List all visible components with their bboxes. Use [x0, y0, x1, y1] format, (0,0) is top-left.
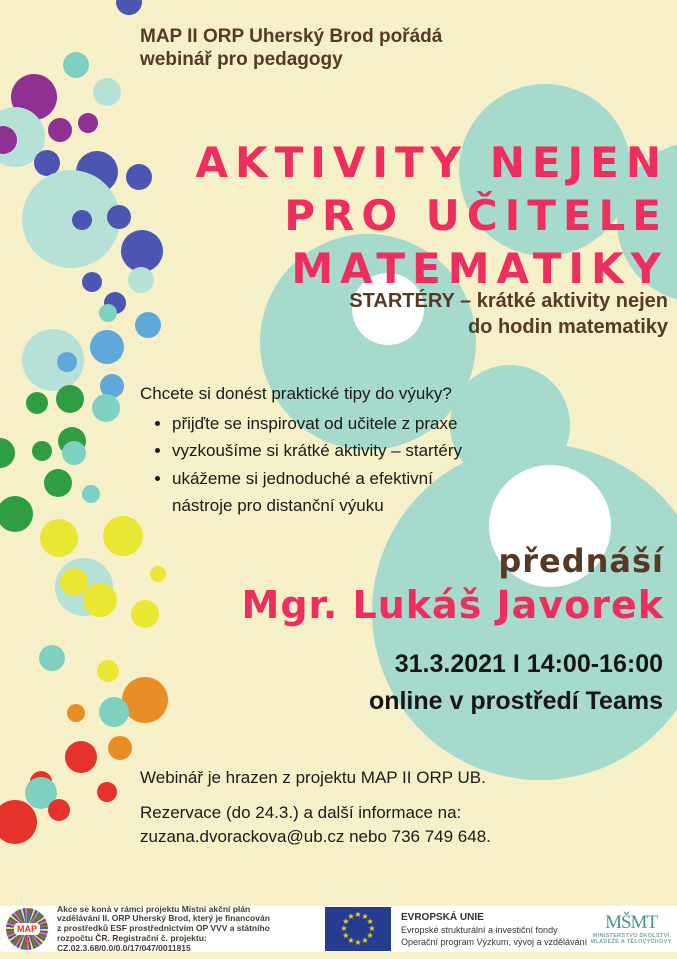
- bullet-item: • ukážeme si jednoduché a efektivní nástroje pro distanční výuku: [172, 465, 488, 520]
- decorative-circle: [97, 782, 117, 802]
- project-line: rozpočtu ČR. Registrační č. projektu:: [57, 932, 207, 943]
- decorative-circle: [83, 583, 117, 617]
- decorative-circle: [150, 566, 166, 582]
- poster-title: [196, 136, 668, 295]
- decorative-circle: [22, 170, 120, 268]
- decorative-circle: [48, 799, 70, 821]
- bullet-item: • přijďte se inspirovat od učitele z praxe: [172, 410, 488, 438]
- decorative-circle: [40, 519, 78, 557]
- decorative-circle: [65, 741, 97, 773]
- decorative-circle: [116, 0, 142, 15]
- decorative-circle: [126, 164, 152, 190]
- subtitle-line2: do hodin matematiky: [467, 316, 668, 338]
- reservation-line2: zuzana.dvorackova@ub.cz nebo 736 749 648.: [140, 826, 491, 846]
- decorative-circle: [0, 800, 37, 844]
- decorative-circle: [92, 394, 120, 422]
- decorative-circle: [121, 230, 163, 272]
- poster-subtitle: [349, 288, 668, 340]
- eu-star-icon: ★: [368, 924, 376, 933]
- decorative-circle: [26, 392, 48, 414]
- subtitle-line1: STARTÉRY – krátké aktivity nejen: [349, 290, 668, 312]
- decorative-circle: [39, 645, 65, 671]
- map-logo-text: MAP: [14, 923, 40, 935]
- decorative-circle: [122, 677, 168, 723]
- decorative-circle: [108, 736, 132, 760]
- decorative-circle: [103, 516, 143, 556]
- title-line3: MATEMATIKY: [291, 244, 668, 293]
- eu-star-icon: ★: [366, 931, 374, 940]
- decorative-circle: [82, 272, 102, 292]
- decorative-circle: [67, 704, 85, 722]
- map-logo: [6, 908, 48, 950]
- decorative-circle: [78, 113, 98, 133]
- msmt-caption-line2: MLÁDEŽE A TĚLOVÝCHOVY: [590, 939, 672, 945]
- intro-bullet-list: [140, 410, 488, 520]
- eu-star-icon: ★: [342, 931, 350, 940]
- event-details: [369, 646, 663, 720]
- project-funding-text: [57, 905, 317, 954]
- decorative-circle: [135, 312, 161, 338]
- reservation-note: [140, 801, 491, 848]
- project-line: vzdělávání II. ORP Uherský Brod, který je financován: [57, 913, 270, 924]
- decorative-circle: [90, 330, 124, 364]
- decorative-circle: [57, 352, 77, 372]
- project-line: z prostředků ESF prostřednictvím OP VVV a státního: [57, 923, 270, 934]
- eu-flag-icon: [325, 907, 391, 951]
- msmt-logo: [587, 913, 675, 946]
- bullet-item: • vyzkoušíme si krátké aktivity – startéry: [172, 437, 488, 465]
- decorative-circle: [0, 496, 33, 532]
- eu-star-icon: ★: [354, 938, 362, 947]
- decorative-circle: [97, 660, 119, 682]
- eu-star-icon: ★: [366, 917, 374, 926]
- decorative-circle: [48, 118, 72, 142]
- eu-line2: Evropské strukturální a investiční fondy: [401, 924, 558, 935]
- eu-star-icon: ★: [342, 917, 350, 926]
- decorative-circle: [131, 600, 159, 628]
- funding-note: Webinář je hrazen z projektu MAP II ORP UB.: [140, 768, 486, 787]
- decorative-circle: [93, 78, 121, 106]
- decorative-circle: [62, 441, 86, 465]
- footer-bar: [0, 903, 677, 953]
- decorative-circle: [82, 485, 100, 503]
- organizer-line2: webinář pro pedagogy: [140, 49, 343, 70]
- decorative-circle: [99, 304, 117, 322]
- speaker-label: přednáší: [498, 542, 664, 580]
- decorative-circle: [0, 438, 15, 468]
- decorative-circle: [107, 205, 131, 229]
- organizer-header: [140, 25, 442, 71]
- decorative-circle: [99, 697, 129, 727]
- msmt-monogram: MŠMT: [605, 911, 658, 933]
- decorative-circle: [72, 210, 92, 230]
- decorative-circle: [63, 52, 89, 78]
- event-place: online v prostředí Teams: [368, 687, 663, 715]
- eu-star-icon: ★: [347, 911, 355, 921]
- eu-program-text: [401, 911, 587, 948]
- reservation-line1: Rezervace (do 24.3.) a další informace na:: [140, 803, 462, 822]
- eu-line3: Operační program Výzkum, vývoj a vzdělávání: [401, 936, 588, 947]
- title-line1: AKTIVITY NEJEN: [195, 138, 668, 187]
- eu-star-icon: ★: [347, 936, 355, 946]
- organizer-line1: MAP II ORP Uherský Brod pořádá: [140, 26, 443, 47]
- eu-star-icon: ★: [354, 910, 362, 919]
- decorative-circle: [44, 469, 72, 497]
- event-datetime: 31.3.2021 I 14:00-16:00: [394, 650, 663, 678]
- project-line: Akce se koná v rámci projektu Místní akční plán: [57, 903, 251, 914]
- msmt-caption-line1: MINISTERSTVO ŠKOLSTVÍ: [592, 932, 670, 939]
- eu-star-icon: ★: [361, 936, 369, 946]
- decorative-circle: [128, 267, 154, 293]
- speaker-name: Mgr. Lukáš Javorek: [241, 583, 664, 627]
- eu-star-icon: ★: [361, 911, 369, 921]
- intro-section: [140, 380, 488, 520]
- project-line: CZ.02.3.68/0.0/0.0/17/047/0011815: [57, 942, 191, 953]
- intro-question: Chcete si donést praktické tipy do výuky?: [140, 384, 452, 403]
- eu-line1: EVROPSKÁ UNIE: [401, 911, 484, 923]
- title-line2: PRO UČITELE: [284, 191, 668, 240]
- eu-star-icon: ★: [340, 924, 348, 933]
- decorative-circle: [56, 385, 84, 413]
- decorative-circle: [32, 441, 52, 461]
